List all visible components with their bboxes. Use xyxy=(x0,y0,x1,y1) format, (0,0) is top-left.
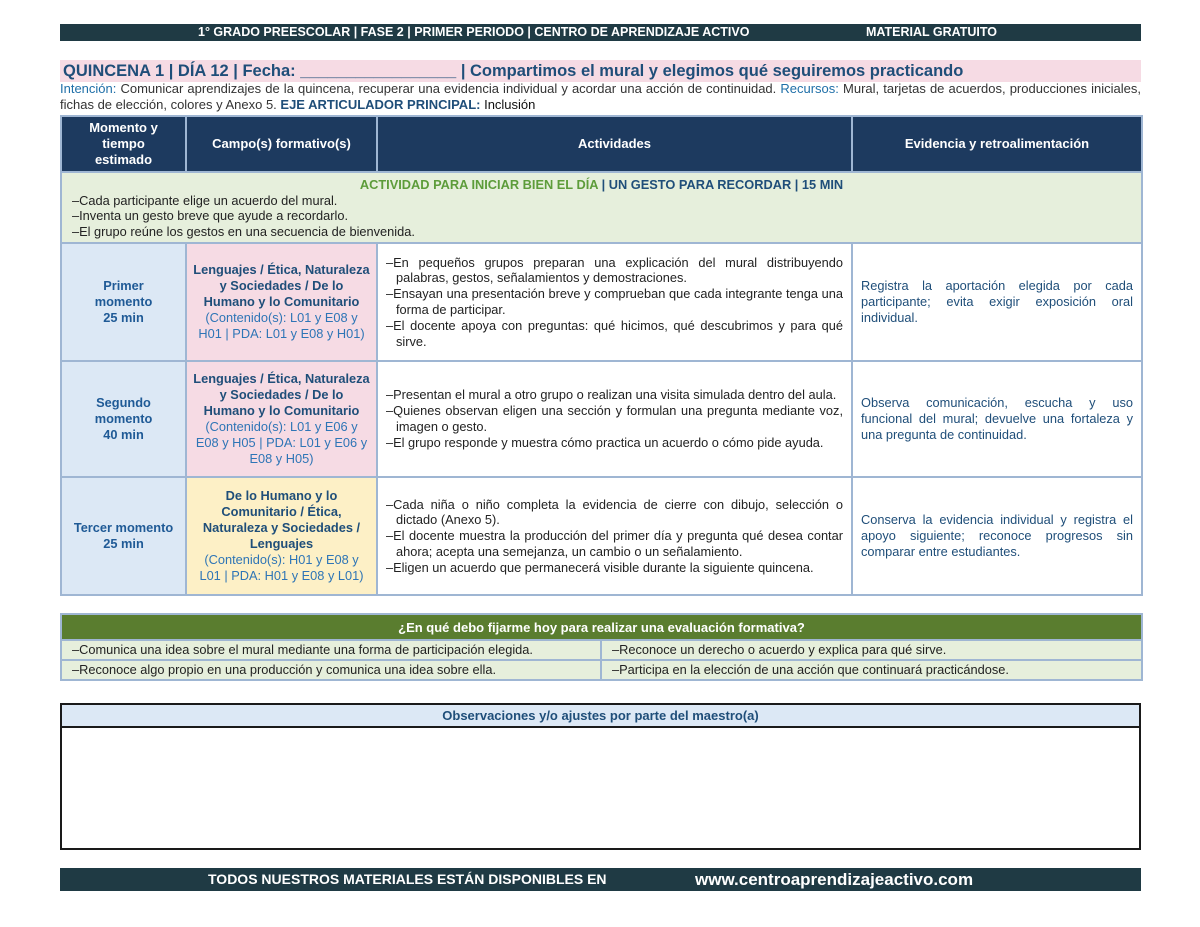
page-title: QUINCENA 1 | DÍA 12 | Fecha: _________________ | Compartimos el mural y elegimos qué seguiremos practicando xyxy=(60,60,1141,82)
intent-label: Intención: xyxy=(60,81,117,96)
field-name: Lenguajes / Ética, Naturaleza y Sociedades / De lo Humano y lo Comunitario xyxy=(193,262,370,309)
header-grade-info: 1° GRADO PREESCOLAR | FASE 2 | PRIMER PERIODO | CENTRO DE APRENDIZAJE ACTIVO xyxy=(198,25,750,39)
observations-area[interactable] xyxy=(62,728,1139,848)
moment-row xyxy=(61,361,1142,477)
axis-value: Inclusión xyxy=(480,97,536,112)
start-activity-title: ACTIVIDAD PARA INICIAR BIEN EL DÍA | UN GESTO PARA RECORDAR | 15 MIN xyxy=(359,177,844,192)
evaluation-title: ¿En qué debo fijarme hoy para realizar una evaluación formativa? xyxy=(61,614,1142,640)
evidence-cell: Registra la aportación elegida por cada participante; evita exigir exposición oral individual. xyxy=(852,243,1142,361)
header-moment: Momento y tiempo estimado xyxy=(61,116,186,172)
field-name: Lenguajes / Ética, Naturaleza y Sociedades / De lo Humano y lo Comunitario xyxy=(193,371,370,418)
activity-item: –Presentan el mural a otro grupo o realizan una visita simulada dentro del aula. xyxy=(386,387,837,403)
footer-bar xyxy=(60,868,1141,891)
intent-text: Comunicar aprendizajes de la quincena, recuperar una evidencia individual y acordar una acción de continuidad. xyxy=(116,81,781,96)
evidence-cell: Observa comunicación, escucha y uso funcional del mural; devuelve una fortaleza y una pregunta de continuidad. xyxy=(852,361,1142,477)
start-activity-row xyxy=(61,172,1142,243)
moment-cell xyxy=(61,243,186,361)
activities-cell xyxy=(377,243,852,361)
evaluation-table xyxy=(60,613,1143,681)
activity-item: –Quienes observan eligen una sección y formulan una pregunta mediante voz, imagen o gesto. xyxy=(386,403,843,434)
field-cell xyxy=(186,477,377,595)
start-item: –El grupo reúne los gestos en una secuencia de bienvenida. xyxy=(72,223,415,239)
moment-name: Tercer momento xyxy=(73,520,174,535)
intent-paragraph xyxy=(60,81,1141,113)
activity-item: –El docente apoya con preguntas: qué hicimos, qué descubrimos y para qué sirve. xyxy=(386,317,843,349)
axis-label: EJE ARTICULADOR PRINCIPAL: xyxy=(280,97,481,112)
evaluation-item: –Reconoce un derecho o acuerdo y explica para qué sirve. xyxy=(601,640,1142,660)
header-free-material: MATERIAL GRATUITO xyxy=(866,25,998,39)
resources-label: Recursos: xyxy=(780,81,839,96)
activity-item: –El docente muestra la producción del primer día y pregunta qué desea contar ahora; acepta una semejanza, un cambio o un señalamiento. xyxy=(386,528,843,559)
moment-row xyxy=(61,477,1142,595)
start-item: –Inventa un gesto breve que ayude a recordarlo. xyxy=(72,208,349,223)
footer-url-link[interactable]: www.centroaprendizajeactivo.com xyxy=(695,870,974,889)
moment-cell xyxy=(61,477,186,595)
field-content: (Contenido(s): L01 y E08 y H01 | PDA: L01 y E08 y H01) xyxy=(198,310,365,341)
header-bar xyxy=(60,24,1141,41)
activities-table xyxy=(60,115,1143,596)
field-name: De lo Humano y lo Comunitario / Ética, Naturaleza y Sociedades / Lenguajes xyxy=(202,488,361,551)
footer-text: TODOS NUESTROS MATERIALES ESTÁN DISPONIBLES EN xyxy=(208,871,607,887)
observations-title: Observaciones y/o ajustes por parte del maestro(a) xyxy=(62,705,1139,728)
activity-item: –El grupo responde y muestra cómo practica un acuerdo o cómo pide ayuda. xyxy=(386,434,824,450)
moment-name: Segundo momento xyxy=(94,395,153,426)
resources-text: Mural, tarjetas de acuerdos, producciones iniciales, fichas de elección, colores y Anexo 5. xyxy=(60,81,1141,112)
activities-cell xyxy=(377,361,852,477)
activity-item: –Eligen un acuerdo que permanecerá visible durante la siguiente quincena. xyxy=(386,559,814,575)
evidence-cell: Conserva la evidencia individual y registra el apoyo siguiente; reconoce progresos sin comparar entre estudiantes. xyxy=(852,477,1142,595)
field-content: (Contenido(s): H01 y E08 y L01 | PDA: H01 y E08 y L01) xyxy=(199,552,364,583)
moment-time: 25 min xyxy=(103,536,144,551)
moment-row xyxy=(61,243,1142,361)
observations-box xyxy=(60,703,1141,850)
evaluation-item: –Participa en la elección de una acción que continuará practicándose. xyxy=(601,660,1142,680)
field-content: (Contenido(s): L01 y E06 y E08 y H05 | PDA: L01 y E06 y E08 y H05) xyxy=(195,419,368,466)
moment-name: Primer momento xyxy=(94,278,153,309)
header-evidence: Evidencia y retroalimentación xyxy=(852,116,1142,172)
activity-item: –En pequeños grupos preparan una explicación del mural distribuyendo palabras, gestos, señalamientos y demostraciones. xyxy=(386,254,843,286)
moment-time: 40 min xyxy=(103,427,144,442)
activities-cell xyxy=(377,477,852,595)
moment-cell xyxy=(61,361,186,477)
moment-time: 25 min xyxy=(103,310,144,325)
evaluation-item: –Comunica una idea sobre el mural mediante una forma de participación elegida. xyxy=(61,640,601,660)
header-field: Campo(s) formativo(s) xyxy=(186,116,377,172)
start-item: –Cada participante elige un acuerdo del mural. xyxy=(72,192,338,208)
field-cell xyxy=(186,361,377,477)
activity-item: –Ensayan una presentación breve y comprueban que cada integrante tenga una forma de participar. xyxy=(386,286,843,317)
activity-item: –Cada niña o niño completa la evidencia de cierre con dibujo, selección o dictado (Anexo 5). xyxy=(386,496,843,528)
field-cell xyxy=(186,243,377,361)
header-activities: Actividades xyxy=(377,116,852,172)
evaluation-item: –Reconoce algo propio en una producción y comunica una idea sobre ella. xyxy=(61,660,601,680)
